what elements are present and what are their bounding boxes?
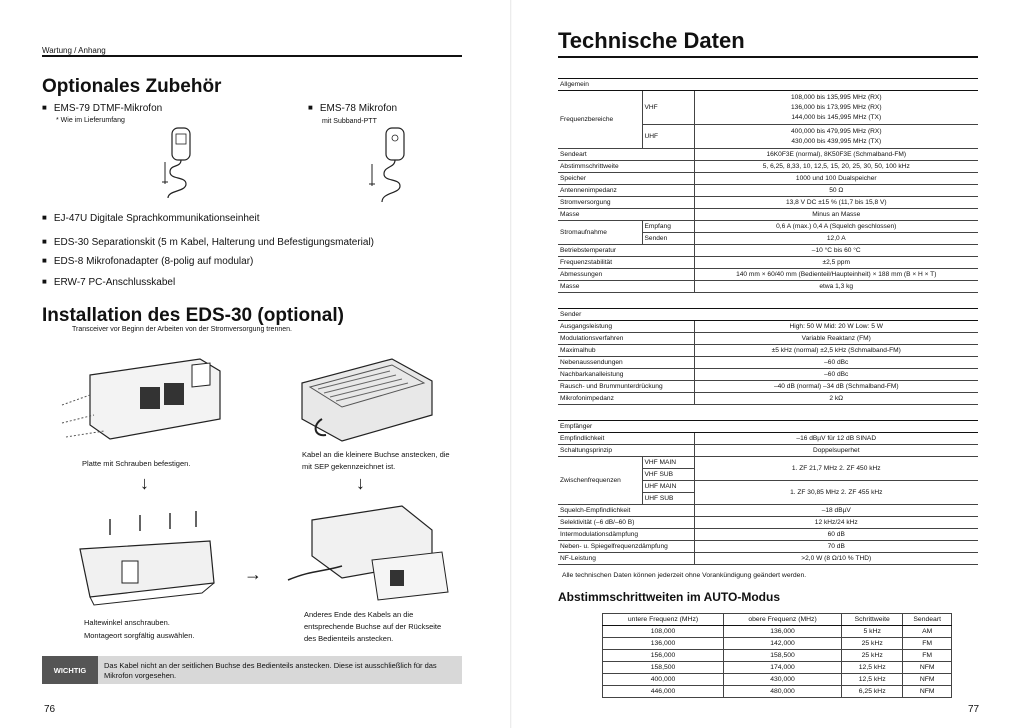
- spec-label: Zwischenfrequenzen: [558, 457, 642, 505]
- accessory-item-list: ■ EDS-30 Separationskit (5 m Kabel, Halterung und Befestigungsmaterial): [42, 237, 374, 248]
- spec-value: 16K0F3E (normal), 8K50F3E (Schmalband-FM): [694, 149, 978, 161]
- microphone-ems78-illustration: [360, 124, 420, 208]
- spec-value: High: 50 W Mid: 20 W Low: 5 W: [694, 321, 978, 333]
- spec-value: Variable Reaktanz (FM): [694, 333, 978, 345]
- header-rule: [42, 55, 462, 57]
- important-notice: [42, 656, 462, 684]
- spec-value: 70 dB: [694, 541, 978, 553]
- spec-label: Modulationsverfahren: [558, 333, 694, 345]
- receiver-spec-table: [558, 420, 978, 565]
- spec-value: 12,0 A: [694, 233, 978, 245]
- transmitter-spec-table: [558, 308, 978, 405]
- table-row: 158,500 174,000 12,5 kHz NFM: [603, 662, 952, 674]
- table-row: 136,000 142,000 25 kHz FM: [603, 638, 952, 650]
- caption-step4-line2: entsprechende Buchse auf der Rückseite: [304, 622, 442, 631]
- spec-label: Intermodulationsdämpfung: [558, 529, 694, 541]
- spec-sublabel: UHF: [642, 125, 694, 149]
- spec-value: –40 dB (normal) –34 dB (Schmalband-FM): [694, 381, 978, 393]
- spec-section-heading: Allgemein: [558, 79, 978, 91]
- spec-value: 400,000 bis 479,995 MHz (RX) 430,000 bis 439,995 MHz (TX): [694, 125, 978, 149]
- spec-label: Selektivität (–6 dB/–60 B): [558, 517, 694, 529]
- accessory-item-ems79: ■ EMS-79 DTMF-Mikrofon: [42, 103, 162, 114]
- spec-sublabel: VHF MAIN: [642, 457, 694, 469]
- spec-footnote: Alle technischen Daten können jederzeit ohne Vorankündigung geändert werden.: [562, 572, 807, 579]
- bracket-mount-illustration: [70, 505, 220, 610]
- spec-value: –18 dBµV: [694, 505, 978, 517]
- spec-sublabel: VHF SUB: [642, 469, 694, 481]
- spec-value: 140 mm × 60/40 mm (Bedienteil/Haupteinheit) × 188 mm (B × H × T): [694, 269, 978, 281]
- spec-sublabel: UHF MAIN: [642, 481, 694, 493]
- arrow-right-icon: →: [244, 564, 262, 584]
- spec-label: Masse: [558, 209, 694, 221]
- important-label: WICHTIG: [42, 656, 98, 684]
- general-spec-table: [558, 78, 978, 293]
- spec-sublabel: VHF: [642, 91, 694, 125]
- faceplate-plate-illustration: [60, 345, 230, 455]
- table-row: 108,000 136,000 5 kHz AM: [603, 626, 952, 638]
- spec-sublabel: UHF SUB: [642, 493, 694, 505]
- spec-label: Antennenimpedanz: [558, 185, 694, 197]
- spec-value: –60 dBc: [694, 357, 978, 369]
- spec-label: Neben- u. Spiegelfrequenzdämpfung: [558, 541, 694, 553]
- spec-value: 5, 6,25, 8,33, 10, 12,5, 15, 20, 25, 30, 50, 100 kHz: [694, 161, 978, 173]
- spec-value: –60 dBc: [694, 369, 978, 381]
- spec-value: 1. ZF 30,85 MHz 2. ZF 455 kHz: [694, 481, 978, 505]
- spec-label: Mikrofonimpedanz: [558, 393, 694, 405]
- spec-value: 50 Ω: [694, 185, 978, 197]
- spec-label: Empfindlichkeit: [558, 433, 694, 445]
- arrow-down-icon: ↓: [356, 473, 365, 493]
- arrow-down-icon: ↓: [140, 473, 149, 493]
- spec-label: Abstimmschrittweite: [558, 161, 694, 173]
- spec-value: 13,8 V DC ±15 % (11,7 bis 15,8 V): [694, 197, 978, 209]
- section-title-installation: Installation des EDS-30 (optional): [42, 305, 344, 326]
- installation-subtitle: Transceiver vor Beginn der Arbeiten von der Stromversorgung trennen.: [72, 326, 292, 333]
- caption-step2-line1: Kabel an die kleinere Buchse anstecken, die: [302, 450, 450, 459]
- spec-value: 1000 und 100 Dualspeicher: [694, 173, 978, 185]
- page-number-right: 77: [968, 704, 980, 715]
- breadcrumb: Wartung / Anhang: [42, 46, 106, 55]
- spec-label: Squelch-Empfindlichkeit: [558, 505, 694, 517]
- spec-label: Nachbarkanalleistung: [558, 369, 694, 381]
- spec-label: Speicher: [558, 173, 694, 185]
- section-title-accessories: Optionales Zubehör: [42, 76, 222, 97]
- spec-label: Abmessungen: [558, 269, 694, 281]
- table-row: 446,000 480,000 6,25 kHz NFM: [603, 686, 952, 698]
- spec-section-heading: Empfänger: [558, 421, 978, 433]
- spec-label: NF-Leistung: [558, 553, 694, 565]
- spec-label: Schaltungsprinzip: [558, 445, 694, 457]
- column-header: untere Frequenz (MHz): [603, 614, 724, 626]
- spec-label: Rausch- und Brummunterdrückung: [558, 381, 694, 393]
- microphone-ems79-illustration: [150, 124, 210, 204]
- spec-value: etwa 1,3 kg: [694, 281, 978, 293]
- spec-label: Frequenzstabilität: [558, 257, 694, 269]
- caption-step3-line1: Haltewinkel anschrauben.: [84, 618, 170, 627]
- spec-section-heading: Sender: [558, 309, 978, 321]
- accessory-item-ems78: ■ EMS-78 Mikrofon: [308, 103, 397, 114]
- accessory-item-list: ■ EDS-8 Mikrofonadapter (8-polig auf modular): [42, 256, 253, 267]
- spec-label: Sendeart: [558, 149, 694, 161]
- spec-label: Maximalhub: [558, 345, 694, 357]
- page-title: Technische Daten: [558, 28, 745, 53]
- accessory-item-list: ■ EJ-47U Digitale Sprachkommunikationseinheit: [42, 213, 260, 224]
- spec-sublabel: Senden: [642, 233, 694, 245]
- spec-sublabel: Empfang: [642, 221, 694, 233]
- spec-value: ±2,5 ppm: [694, 257, 978, 269]
- column-header: Schrittweite: [841, 614, 902, 626]
- page-number-left: 76: [44, 704, 56, 715]
- main-unit-illustration: [292, 345, 442, 445]
- spec-label: Nebenaussendungen: [558, 357, 694, 369]
- caption-step3-line2: Montageort sorgfältig auswählen.: [84, 631, 195, 640]
- table-row: 156,000 158,500 25 kHz FM: [603, 650, 952, 662]
- accessory-note-ems79: * Wie im Lieferumfang: [56, 117, 125, 124]
- auto-step-table: [602, 613, 952, 698]
- spec-value: Doppelsuperhet: [694, 445, 978, 457]
- caption-step4-line3: des Bedienteils anstecken.: [304, 634, 394, 643]
- accessory-note-ems78: mit Subband-PTT: [322, 118, 377, 125]
- spec-label: Masse: [558, 281, 694, 293]
- right-page: [512, 0, 1024, 728]
- spec-label: Ausgangsleistung: [558, 321, 694, 333]
- spec-value: 2 kΩ: [694, 393, 978, 405]
- spec-value: ±5 kHz (normal) ±2,5 kHz (Schmalband-FM): [694, 345, 978, 357]
- important-text: Das Kabel nicht an der seitlichen Buchse des Bedienteils anstecken. Diese ist ausschließlich für das Mikrofon vorgesehen.: [104, 661, 437, 680]
- caption-step4-line1: Anderes Ende des Kabels an die: [304, 610, 414, 619]
- spec-value: –10 °C bis 60 °C: [694, 245, 978, 257]
- cable-connect-illustration: [282, 500, 457, 610]
- table-row: 400,000 430,000 12,5 kHz NFM: [603, 674, 952, 686]
- spec-value: –16 dBµV für 12 dB SINAD: [694, 433, 978, 445]
- column-header: Sendeart: [903, 614, 952, 626]
- spec-label: Stromaufnahme: [558, 221, 642, 245]
- spec-label: Stromversorgung: [558, 197, 694, 209]
- spec-value: Minus an Masse: [694, 209, 978, 221]
- spec-value: 60 dB: [694, 529, 978, 541]
- spec-value: 1. ZF 21,7 MHz 2. ZF 450 kHz: [694, 457, 978, 481]
- spec-value: 0,6 A (max.) 0,4 A (Squelch geschlossen): [694, 221, 978, 233]
- caption-step2-line2: mit SEP gekennzeichnet ist.: [302, 462, 396, 471]
- column-header: obere Frequenz (MHz): [724, 614, 842, 626]
- spec-label: Frequenzbereiche: [558, 91, 642, 149]
- accessory-item-list: ■ ERW-7 PC-Anschlusskabel: [42, 277, 175, 288]
- spec-value: >2,0 W (8 Ω/10 % THD): [694, 553, 978, 565]
- table-header-row: [603, 614, 952, 626]
- title-rule: [558, 56, 978, 58]
- auto-mode-title: Abstimmschrittweiten im AUTO-Modus: [558, 590, 781, 604]
- spec-value: 12 kHz/24 kHz: [694, 517, 978, 529]
- spec-value: 108,000 bis 135,995 MHz (RX) 136,000 bis 173,995 MHz (RX) 144,000 bis 145,995 MHz (TX): [694, 91, 978, 125]
- caption-step1: Platte mit Schrauben befestigen.: [82, 459, 191, 468]
- spec-label: Betriebstemperatur: [558, 245, 694, 257]
